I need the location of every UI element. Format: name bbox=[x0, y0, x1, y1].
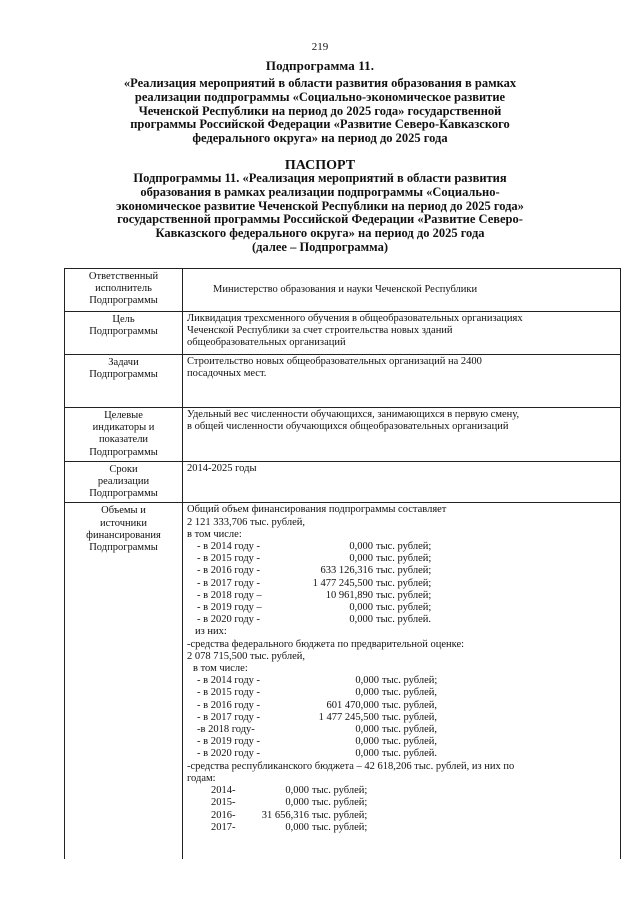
label-line: исполнитель bbox=[95, 283, 152, 295]
label-line: Задачи bbox=[108, 357, 139, 368]
year-label: - в 2019 году – bbox=[197, 602, 262, 614]
label-line: Подпрограммы bbox=[89, 542, 158, 554]
republic-year-row bbox=[187, 822, 616, 834]
table-row-tasks bbox=[65, 355, 621, 408]
year-label: 2015- bbox=[211, 797, 236, 809]
federal-year-row bbox=[187, 700, 616, 712]
label-line: финансирования bbox=[86, 529, 161, 541]
year-amount: 0,000 bbox=[285, 785, 309, 797]
label-line: Целевые bbox=[104, 410, 143, 421]
table-row-terms bbox=[65, 461, 621, 503]
year-label: - в 2016 году - bbox=[197, 565, 261, 577]
page-number: 219 bbox=[311, 41, 329, 53]
label-line: Подпрограммы bbox=[89, 446, 158, 458]
year-label: - в 2016 году - bbox=[197, 699, 261, 711]
passport-title bbox=[85, 172, 555, 255]
year-unit: тыс. рублей; bbox=[382, 675, 438, 687]
republic-year-row bbox=[187, 797, 616, 809]
terms-value: 2014-2025 годы bbox=[183, 461, 621, 503]
year-amount: 633 126,316 bbox=[320, 565, 373, 577]
year-unit: тыс. рублей. bbox=[382, 748, 438, 760]
value-line: общеобразовательных организаций bbox=[187, 337, 346, 349]
federal-intro: -средства федерального бюджета по предварительной оценке: bbox=[187, 638, 465, 650]
year-unit: тыс. рублей, bbox=[382, 724, 438, 736]
label-line: Ответственный bbox=[88, 271, 159, 282]
federal-year-row bbox=[187, 687, 616, 699]
year-unit: тыс. рублей, bbox=[382, 699, 438, 711]
label-line: индикаторы и bbox=[92, 422, 155, 434]
value-line: Чеченской Республики за счет строительства новых зданий bbox=[187, 325, 453, 337]
title-line: реализации подпрограммы «Социально-экономическое развитие bbox=[134, 89, 506, 104]
year-amount: 0,000 bbox=[349, 553, 373, 565]
label-line: Подпрограммы bbox=[89, 326, 158, 338]
funding-year-row bbox=[187, 602, 616, 614]
federal-year-row bbox=[187, 724, 616, 736]
terms-label bbox=[65, 461, 183, 503]
year-label: - в 2019 году - bbox=[197, 736, 261, 748]
year-label: - в 2020 году - bbox=[197, 748, 261, 760]
federal-year-row bbox=[187, 748, 616, 760]
funding-of-them: из них: bbox=[195, 626, 227, 638]
year-label: - в 2015 году - bbox=[197, 687, 261, 699]
label-line: Подпрограммы bbox=[89, 295, 158, 307]
label-line: Подпрограммы bbox=[89, 369, 158, 381]
republic-line: -средства республиканского бюджета – 42 618,206 тыс. рублей, из них по bbox=[187, 760, 515, 772]
subprogram-title bbox=[90, 77, 550, 146]
year-label: - в 2014 году - bbox=[197, 541, 261, 553]
year-label: - в 2017 году - bbox=[197, 711, 261, 723]
value-line: в общей численности обучающихся общеобразовательных организаций bbox=[187, 421, 509, 433]
responsible-value: Министерство образования и науки Чеченской Республики bbox=[183, 269, 621, 312]
republic-year-row bbox=[187, 785, 616, 797]
year-unit: тыс. рублей; bbox=[376, 577, 432, 589]
republic-line: годам: bbox=[187, 772, 216, 784]
funding-year-row bbox=[187, 553, 616, 565]
year-amount: 1 477 245,500 bbox=[312, 577, 373, 589]
year-label: - в 2018 году – bbox=[197, 589, 262, 601]
year-label: - в 2015 году - bbox=[197, 553, 261, 565]
year-amount: 0,000 bbox=[355, 675, 379, 687]
label-line: показатели bbox=[98, 434, 149, 446]
passport-title-line: государственной программы Российской Федерации «Развитие Северо- bbox=[117, 212, 523, 227]
year-label: 2014- bbox=[211, 785, 236, 797]
year-label: 2016- bbox=[211, 809, 236, 821]
year-amount: 0,000 bbox=[355, 736, 379, 748]
responsible-label bbox=[65, 269, 183, 312]
year-amount: 0,000 bbox=[349, 602, 373, 614]
funding-year-row bbox=[187, 541, 616, 553]
passport-table bbox=[64, 268, 621, 859]
label-line: Подпрограммы bbox=[89, 488, 158, 500]
year-unit: тыс. рублей, bbox=[382, 687, 438, 699]
table-row-indicators bbox=[65, 408, 621, 462]
year-unit: тыс. рублей; bbox=[376, 553, 432, 565]
funding-total-intro: Общий объем финансирования подпрограммы составляет bbox=[187, 504, 447, 516]
tasks-value bbox=[183, 355, 621, 408]
year-label: - в 2014 году - bbox=[197, 675, 261, 687]
year-unit: тыс. рублей; bbox=[312, 821, 368, 833]
label-line: Цель bbox=[112, 314, 135, 325]
value-line: Ликвидация трехсменного обучения в общеобразовательных организациях bbox=[187, 313, 523, 324]
republic-year-row bbox=[187, 810, 616, 822]
funding-year-row bbox=[187, 590, 616, 602]
table-row-goal bbox=[65, 312, 621, 355]
funding-total-amount: 2 121 333,706 тыс. рублей, bbox=[187, 516, 306, 528]
passport-title-line: Кавказского федерального округа» на период до 2025 года bbox=[155, 226, 485, 241]
year-unit: тыс. рублей. bbox=[376, 614, 432, 626]
year-amount: 10 961,890 bbox=[325, 589, 373, 601]
title-line: федерального округа» на период до 2025 года bbox=[192, 131, 448, 146]
goal-value bbox=[183, 312, 621, 355]
funding-value bbox=[183, 503, 621, 860]
tasks-label bbox=[65, 355, 183, 408]
year-unit: тыс. рублей; bbox=[312, 785, 368, 797]
year-label: -в 2018 году- bbox=[197, 724, 255, 736]
value-line: Строительство новых общеобразовательных организаций на 2400 bbox=[187, 356, 482, 367]
federal-year-row bbox=[187, 675, 616, 687]
indicators-label bbox=[65, 408, 183, 462]
year-amount: 0,000 bbox=[355, 724, 379, 736]
passport-title-line: (далее – Подпрограмма) bbox=[251, 239, 389, 254]
funding-year-row bbox=[187, 614, 616, 626]
label-line: Сроки bbox=[109, 463, 138, 475]
year-amount: 0,000 bbox=[349, 541, 373, 553]
value-line: посадочных мест. bbox=[187, 368, 267, 380]
goal-label bbox=[65, 312, 183, 355]
year-amount: 1 477 245,500 bbox=[318, 711, 379, 723]
federal-including: в том числе: bbox=[193, 663, 248, 675]
year-unit: тыс. рублей; bbox=[376, 589, 432, 601]
federal-year-row bbox=[187, 712, 616, 724]
value-line: Удельный вес численности обучающихся, занимающихся в первую смену, bbox=[187, 409, 520, 420]
table-row-responsible bbox=[65, 269, 621, 312]
funding-year-row bbox=[187, 565, 616, 577]
year-unit: тыс. рублей; bbox=[376, 541, 432, 553]
year-unit: тыс. рублей; bbox=[312, 797, 368, 809]
year-unit: тыс. рублей, bbox=[382, 736, 438, 748]
label-line: источники bbox=[100, 517, 147, 529]
year-amount: 0,000 bbox=[355, 687, 379, 699]
year-amount: 0,000 bbox=[355, 748, 379, 760]
funding-year-row bbox=[187, 578, 616, 590]
year-label: - в 2017 году - bbox=[197, 577, 261, 589]
year-label: 2017- bbox=[211, 821, 236, 833]
year-unit: тыс. рублей; bbox=[312, 809, 368, 821]
year-amount: 601 470,000 bbox=[326, 699, 379, 711]
passport-title-line: экономическое развитие Чеченской Республики на период до 2025 года» bbox=[116, 198, 524, 213]
subprogram-heading: Подпрограмма 11. bbox=[265, 58, 375, 73]
passport-title-line: образования в рамках реализации подпрограммы «Социально- bbox=[140, 184, 500, 199]
title-line: «Реализация мероприятий в области развития образования в рамках bbox=[123, 76, 517, 90]
federal-year-row bbox=[187, 736, 616, 748]
title-line: программы Российской Федерации «Развитие Северо-Кавказского bbox=[130, 117, 510, 132]
funding-including: в том числе: bbox=[187, 528, 242, 540]
year-unit: тыс. рублей; bbox=[376, 602, 432, 614]
table-row-funding bbox=[65, 503, 621, 860]
year-label: - в 2020 году - bbox=[197, 614, 261, 626]
year-unit: тыс. рублей; bbox=[376, 565, 432, 577]
funding-label bbox=[65, 503, 183, 860]
label-line: Объемы и bbox=[101, 505, 146, 517]
federal-amount: 2 078 715,500 тыс. рублей, bbox=[187, 650, 306, 662]
year-amount: 0,000 bbox=[285, 821, 309, 833]
year-unit: тыс. рублей, bbox=[382, 711, 438, 723]
year-amount: 31 656,316 bbox=[261, 809, 309, 821]
passport-heading: ПАСПОРТ bbox=[284, 158, 356, 173]
title-line: Чеченской Республики на период до 2025 года» государственной bbox=[138, 103, 502, 118]
indicators-value bbox=[183, 408, 621, 462]
passport-title-line: Подпрограммы 11. «Реализация мероприятий в области развития bbox=[133, 171, 507, 185]
year-amount: 0,000 bbox=[349, 614, 373, 626]
year-amount: 0,000 bbox=[285, 797, 309, 809]
label-line: реализации bbox=[97, 476, 150, 488]
